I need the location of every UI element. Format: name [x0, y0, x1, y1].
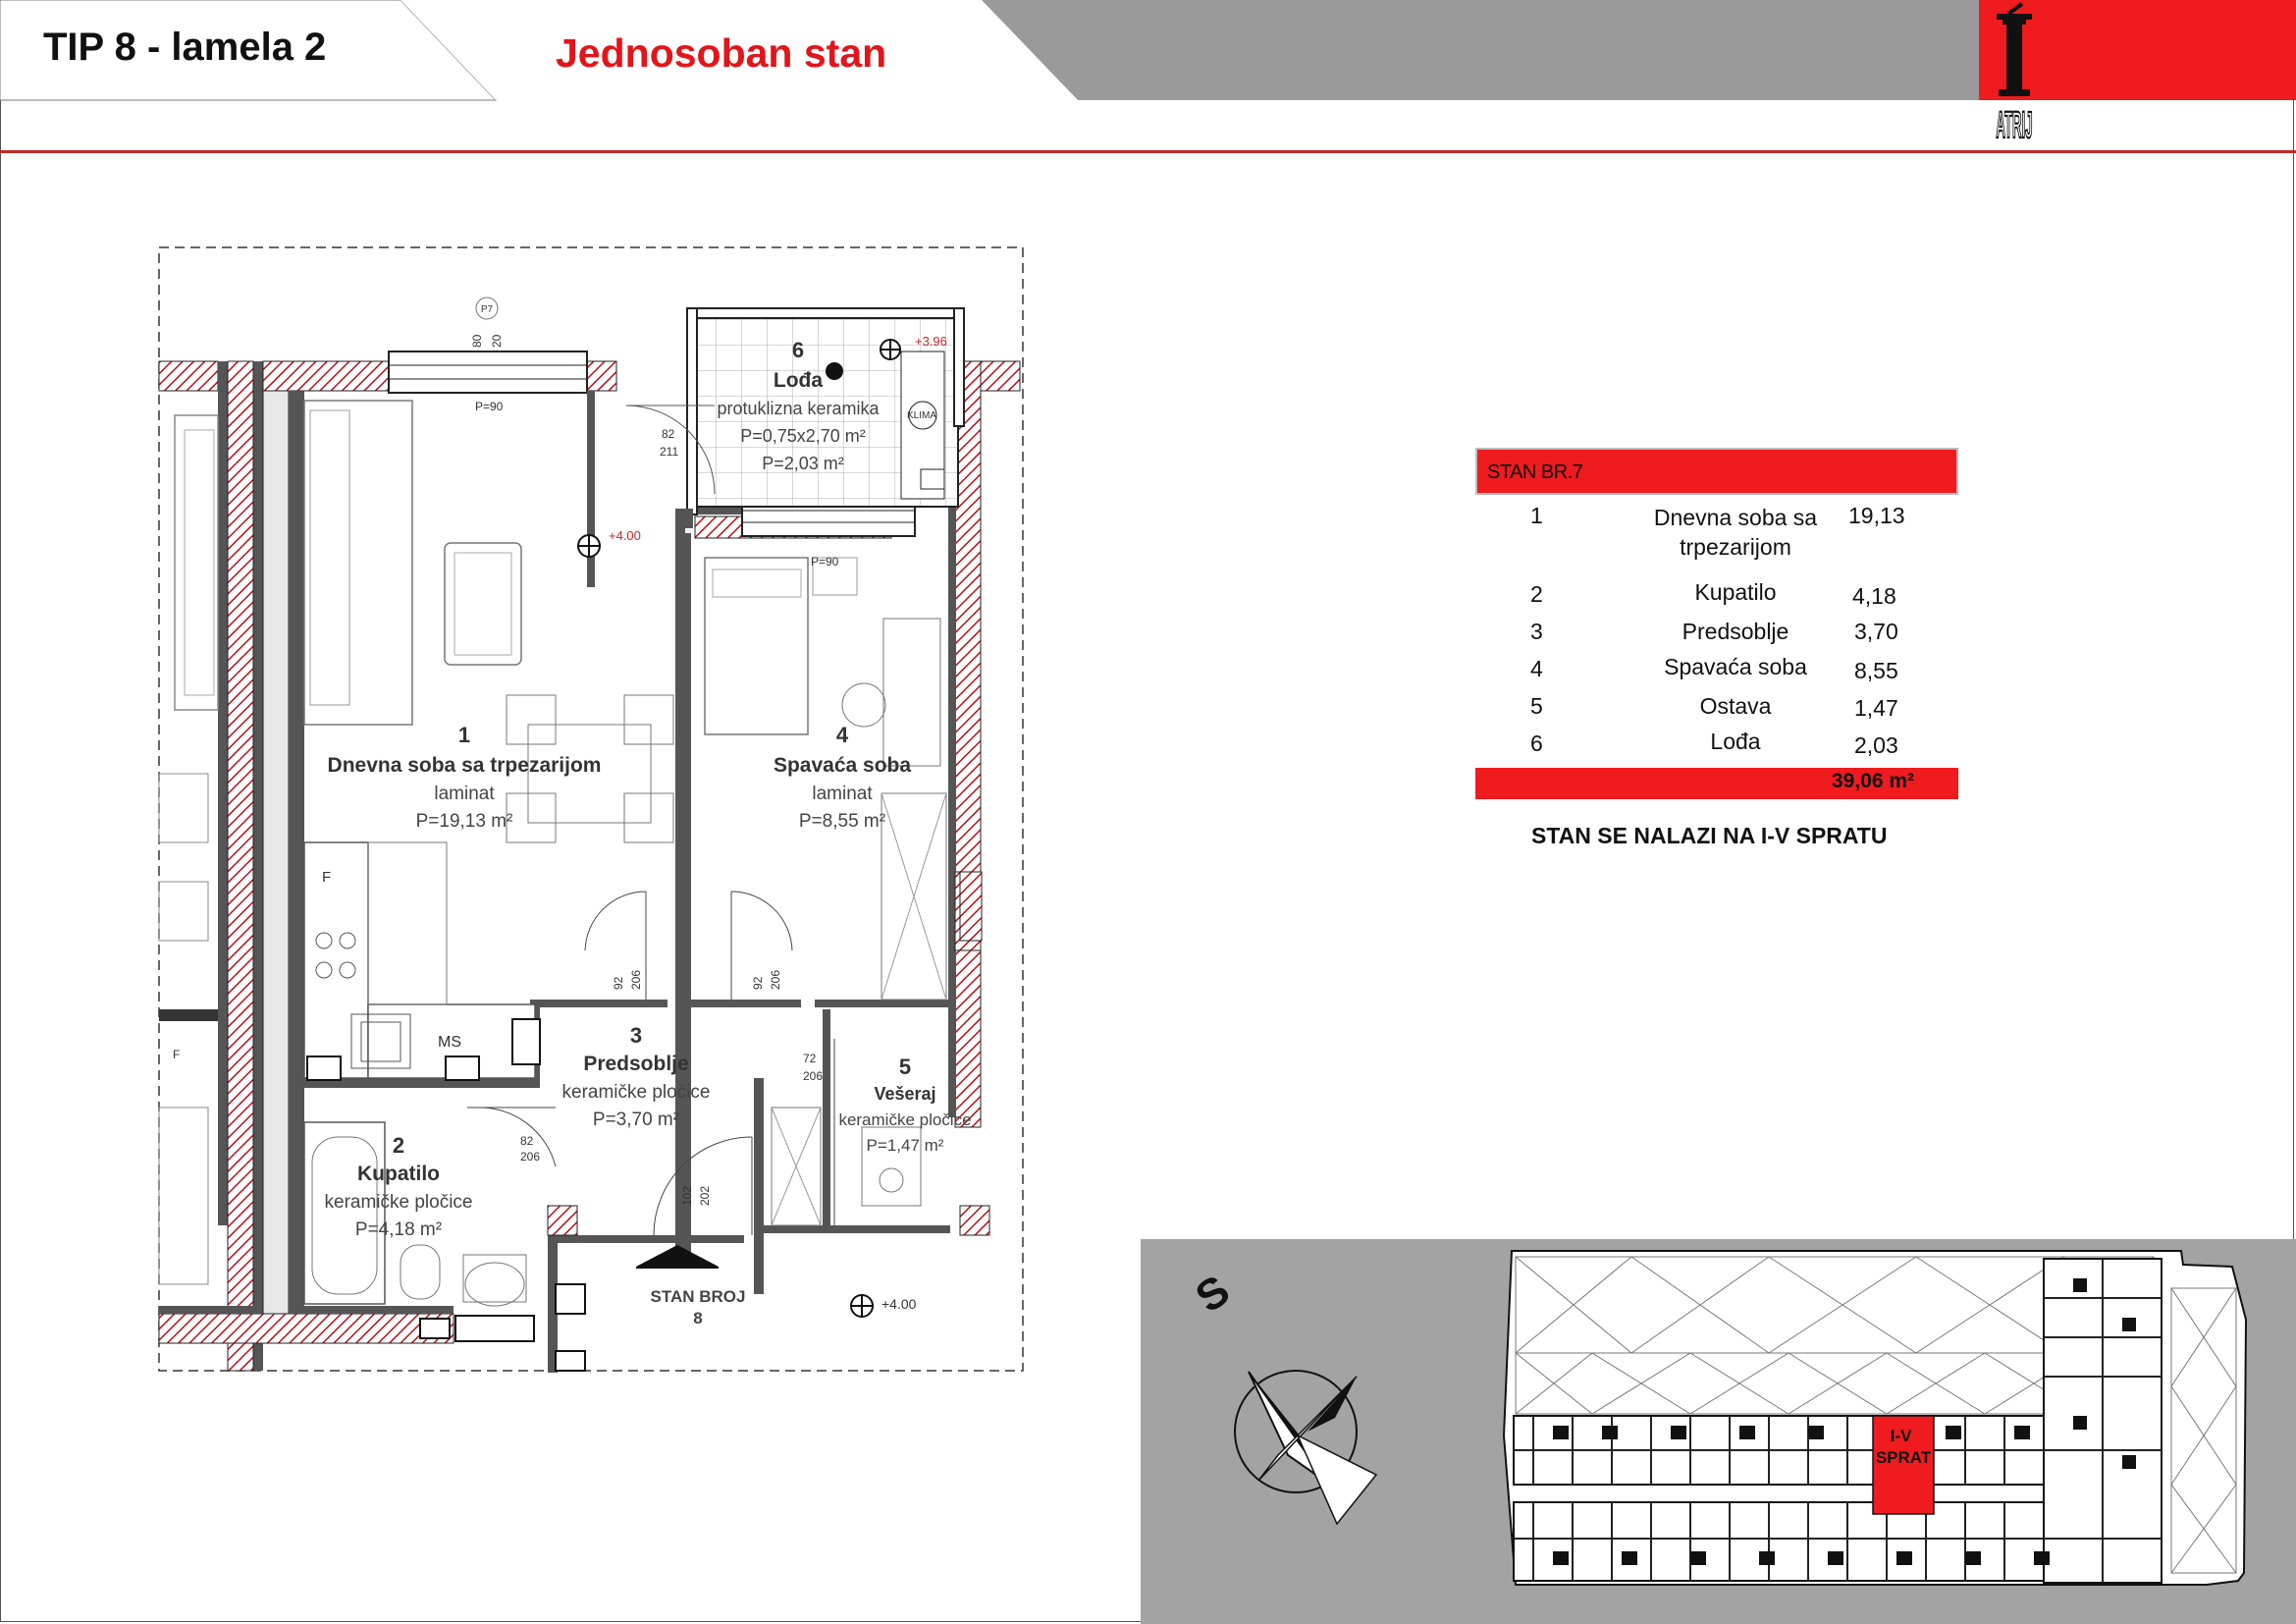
room-4-number: 4	[835, 723, 849, 747]
apartment-type-title: Jednosoban stan	[556, 30, 887, 76]
site-keyplan	[1141, 1239, 2296, 1624]
row-4-value: 8,55	[1854, 658, 1898, 683]
room-3-area: P=3,70 m²	[592, 1110, 680, 1130]
row-1-name: Dnevna soba sa trpezarijom	[1653, 505, 1818, 560]
logia-level: +3.96	[915, 334, 947, 349]
dim-92-b: 92	[751, 976, 765, 990]
logo-wordmark: ATRIJ	[1996, 104, 2033, 147]
header-band	[0, 0, 2296, 157]
highlight-label: I-V SPRAT	[1875, 1427, 1932, 1467]
area-table	[1475, 448, 1958, 792]
apartment-number: 7	[1572, 461, 1583, 483]
page-title: TIP 8 - lamela 2	[43, 26, 327, 69]
row-3-name: Predsoblje	[1682, 619, 1789, 644]
row-1-value: 19,13	[1848, 503, 1905, 528]
dim-20: 20	[490, 334, 504, 348]
room-6-number: 6	[791, 338, 805, 362]
dim-211: 211	[660, 445, 679, 459]
room-2-number: 2	[392, 1133, 405, 1158]
row-5-num: 5	[1530, 693, 1543, 719]
floor-plan	[155, 244, 1029, 1375]
dim-206-bath: 206	[520, 1150, 541, 1164]
dim-82: 82	[662, 427, 675, 441]
room-4-finish: laminat	[812, 784, 873, 804]
dim-206-b: 206	[769, 969, 782, 990]
dim-102: 102	[680, 1185, 694, 1206]
room-5-number: 5	[898, 1055, 912, 1079]
area-table-header	[1475, 448, 1958, 495]
room-6-area: P=2,03 m²	[762, 454, 844, 473]
room-3-name: Predsoblje	[583, 1053, 689, 1075]
room-2-finish: keramičke pločice	[324, 1192, 473, 1213]
row-3-value: 3,70	[1854, 619, 1898, 644]
room-5-finish: keramičke pločice	[838, 1110, 972, 1129]
row-2-value: 4,18	[1852, 583, 1896, 609]
room-6-name: Lođa	[773, 369, 824, 392]
row-3-num: 3	[1530, 619, 1543, 644]
outside-level: +4.00	[881, 1296, 917, 1312]
living-level: +4.00	[609, 528, 641, 543]
dim-206-a: 206	[629, 969, 643, 990]
room-5-area: P=1,47 m²	[866, 1136, 944, 1155]
neighbour-fridge-label: F	[173, 1048, 181, 1061]
dim-202: 202	[698, 1185, 712, 1206]
room-3-number: 3	[629, 1023, 643, 1048]
row-6-num: 6	[1530, 731, 1543, 756]
room-3-finish: keramičke pločice	[561, 1082, 711, 1103]
entrance-label: STAN BROJ	[650, 1287, 746, 1306]
total-row	[1475, 768, 1958, 799]
row-2-num: 2	[1530, 581, 1543, 607]
room-1-area: P=19,13 m²	[415, 811, 513, 832]
washer-ms-label: MS	[438, 1034, 461, 1051]
row-4-name: Spavaća soba	[1664, 654, 1807, 679]
entrance-number: 8	[693, 1309, 703, 1327]
room-4-name: Spavaća soba	[773, 754, 912, 777]
dim-206-c: 206	[803, 1069, 824, 1083]
row-5-value: 1,47	[1854, 695, 1898, 721]
room-1-name: Dnevna soba sa trpezarijom	[327, 754, 602, 777]
room-6-finish: protuklizna keramika	[717, 399, 880, 418]
row-5-name: Ostava	[1699, 693, 1772, 719]
room-6-dims: P=0,75x2,70 m²	[740, 426, 866, 446]
row-4-num: 4	[1530, 656, 1543, 681]
room-2-area: P=4,18 m²	[354, 1219, 443, 1240]
row-6-value: 2,03	[1854, 732, 1898, 758]
row-6-name: Lođa	[1710, 729, 1761, 754]
north-letter: S	[1187, 1266, 1239, 1323]
total-area: 39,06 m²	[1832, 770, 1915, 792]
room-2-name: Kupatilo	[357, 1163, 440, 1185]
p90-label: P=90	[811, 555, 839, 568]
room-4-area: P=8,55 m²	[798, 811, 886, 832]
dim-92-a: 92	[612, 976, 625, 990]
atrij-logo	[1979, 0, 2050, 151]
window-tag-p7: P7	[480, 304, 494, 315]
dim-72: 72	[803, 1052, 817, 1065]
fridge-label: F	[322, 869, 332, 886]
floor-note: STAN SE NALAZI NA I-V SPRATU	[1531, 823, 1888, 848]
dim-80: 80	[470, 334, 484, 348]
window-p90: P=90	[475, 400, 504, 413]
room-1-number: 1	[457, 723, 471, 747]
klima-label: KLIMA	[907, 410, 937, 421]
row-1-num: 1	[1530, 503, 1543, 528]
room-5-name: Vešeraj	[874, 1084, 936, 1104]
apartment-label: STAN BR.	[1487, 461, 1573, 483]
row-2-name: Kupatilo	[1694, 579, 1777, 605]
room-1-finish: laminat	[434, 784, 495, 804]
dim-82-bath: 82	[520, 1134, 534, 1148]
